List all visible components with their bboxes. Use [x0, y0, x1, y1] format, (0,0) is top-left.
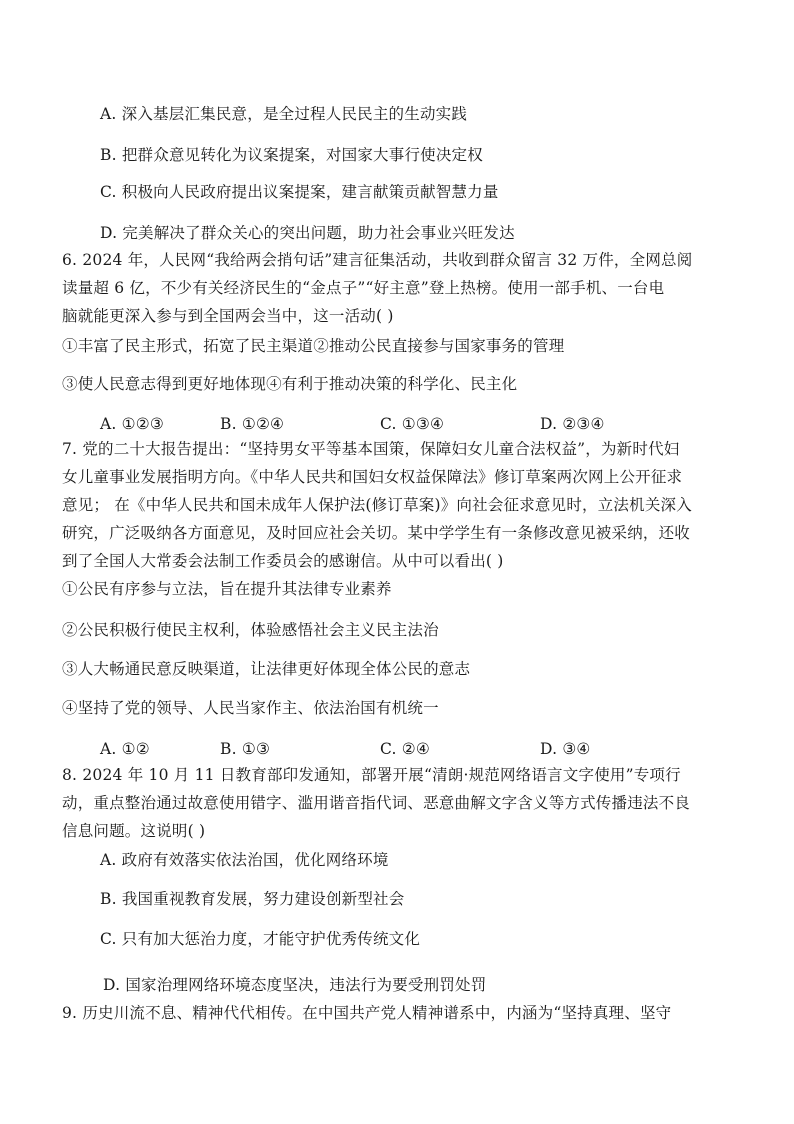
- q7-stem-line-5: 到了全国人大常委会法制工作委员会的感谢信。从中可以看出( ): [62, 552, 504, 570]
- q8-option-a: A. 政府有效落实依法治国，优化网络环境: [100, 851, 389, 869]
- q7-stem-line-1: 7. 党的二十大报告提出：“坚持男女平等基本国策，保障妇女儿童合法权益”，为新时代妇: [62, 440, 680, 458]
- q6-stem-line-2: 读量超 6 亿，不少有关经济民生的“金点子”“好主意”登上热榜。使用一部手机、一台电: [62, 279, 665, 297]
- q6-choice-b: B. ①②④: [220, 415, 285, 433]
- q7-stem-line-4: 研究，广泛吸纳各方面意见，及时回应社会关切。某中学学生有一条修改意见被采纳，还收: [62, 524, 691, 542]
- q6-stem-line-3: 脑就能更深入参与到全国两会当中，这一活动( ): [62, 307, 394, 325]
- q8-option-c: C. 只有加大惩治力度，才能守护优秀传统文化: [100, 930, 421, 948]
- q9-stem-line-1: 9. 历史川流不息、精神代代相传。在中国共产党人精神谱系中，内涵为“坚持真理、坚守: [62, 1004, 672, 1022]
- q5-option-d: D. 完美解决了群众关心的突出问题，助力社会事业兴旺发达: [100, 224, 515, 242]
- q5-option-c: C. 积极向人民政府提出议案提案，建言献策贡献智慧力量: [100, 183, 499, 201]
- q7-statement-2: ②公民积极行使民主权利，体验感悟社会主义民主法治: [62, 621, 439, 639]
- q7-choice-b: B. ①③: [220, 740, 271, 758]
- q7-statement-4: ④坚持了党的领导、人民当家作主、依法治国有机统一: [62, 699, 439, 717]
- q6-statement-2: ③使人民意志得到更好地体现④有利于推动决策的科学化、民主化: [62, 375, 518, 393]
- q8-stem-line-2: 动，重点整治通过故意使用错字、滥用谐音指代词、恶意曲解文字含义等方式传播违法不良: [62, 794, 691, 812]
- q6-stem-line-1: 6. 2024 年，人民网“我给两会捎句话”建言征集活动，共收到群众留言 32 万件，全网总阅: [62, 251, 693, 269]
- q7-statement-3: ③人大畅通民意反映渠道，让法律更好体现全体公民的意志: [62, 660, 471, 678]
- q8-option-d: D. 国家治理网络环境态度坚决，违法行为要受刑罚处罚: [103, 976, 487, 994]
- q6-choice-a: A. ①②③: [100, 415, 164, 433]
- q8-option-b: B. 我国重视教育发展，努力建设创新型社会: [100, 890, 405, 908]
- q5-option-b: B. 把群众意见转化为议案提案，对国家大事行使决定权: [100, 146, 483, 164]
- q7-stem-line-3: 意见； 在《中华人民共和国未成年人保护法(修订草案)》向社会征求意见时，立法机关深入: [62, 496, 692, 514]
- q7-statement-1: ①公民有序参与立法，旨在提升其法律专业素养: [62, 580, 392, 598]
- q6-choice-d: D. ②③④: [540, 415, 605, 433]
- q8-stem-line-1: 8. 2024 年 10 月 11 日教育部印发通知，部署开展“清朗·规范网络语言文字使用”专项行: [62, 766, 681, 784]
- q8-stem-line-3: 信息问题。这说明( ): [62, 822, 206, 840]
- q7-choice-d: D. ③④: [540, 740, 591, 758]
- q7-stem-line-2: 女儿童事业发展指明方向。《中华人民共和国妇女权益保障法》修订草案两次网上公开征求: [62, 468, 683, 486]
- q7-choice-a: A. ①②: [100, 740, 150, 758]
- q5-option-a: A. 深入基层汇集民意，是全过程人民民主的生动实践: [100, 105, 468, 123]
- q6-choice-c: C. ①③④: [380, 415, 445, 433]
- q7-choice-c: C. ②④: [380, 740, 430, 758]
- q6-statement-1: ①丰富了民主形式，拓宽了民主渠道②推动公民直接参与国家事务的管理: [62, 337, 565, 355]
